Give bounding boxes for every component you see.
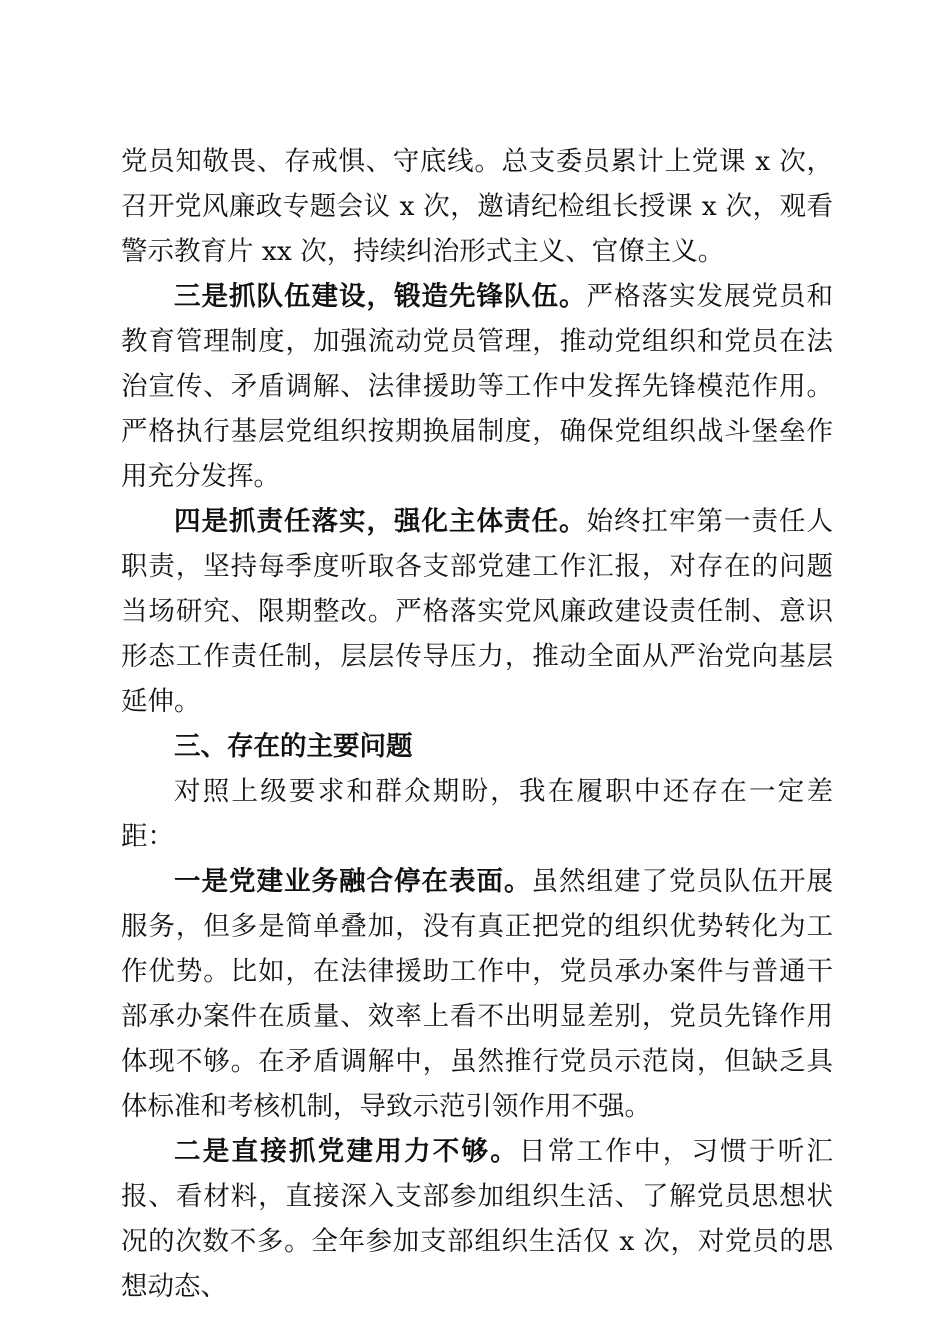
paragraph-text: 日常工作中，习惯于听汇报、看材料，直接深入支部参加组织生活、了解党员思想状况的次数不多。全年参加支部组织生活仅 x 次，对党员的思想动态、: [121, 1136, 833, 1302]
paragraph-text: 虽然组建了党员队伍开展服务，但多是简单叠加，没有真正把党的组织优势转化为工作优势。比如，在法律援助工作中，党员承办案件与普通干部承办案件在质量、效率上看不出明显差别，党员先锋作用体现不够。在矛盾调解中，虽然推行党员示范岗，但缺乏具体标准和考核机制，导致示范引领作用不强。: [121, 866, 833, 1122]
paragraph-text: 始终扛牢第一责任人职责，坚持每季度听取各支部党建工作汇报，对存在的问题当场研究、限期整改。严格落实党风廉政建设责任制、意识形态工作责任制，层层传导压力，推动全面从严治党向基层延伸。: [121, 506, 833, 717]
paragraph-lead: 一是党建业务融合停在表面。: [174, 866, 532, 897]
section-intro: 对照上级要求和群众期盼，我在履职中还存在一定差距：: [121, 776, 833, 852]
section-heading: 三、存在的主要问题: [174, 731, 413, 762]
paragraph-team-building: [121, 274, 833, 499]
document-body: [121, 139, 833, 1309]
problem-paragraph-direct-effort: [121, 1129, 833, 1309]
paragraph-lead: 二是直接抓党建用力不够。: [174, 1136, 519, 1167]
paragraph-lead: 四是抓责任落实，强化主体责任。: [174, 506, 587, 537]
problem-paragraph-integration: [121, 859, 833, 1129]
paragraph-text: 党员知敬畏、存戒惧、守底线。总支委员累计上党课 x 次，召开党风廉政专题会议 x 次，邀请纪检组长授课 x 次，观看警示教育片 xx 次，持续纠治形式主义、官僚主义。: [121, 146, 833, 267]
paragraph-lead: 三是抓队伍建设，锻造先锋队伍。: [174, 281, 587, 312]
paragraph-responsibility: [121, 499, 833, 724]
paragraph-text: 严格落实发展党员和教育管理制度，加强流动党员管理，推动党组织和党员在法治宣传、矛盾调解、法律援助等工作中发挥先锋模范作用。严格执行基层党组织按期换届制度，确保党组织战斗堡垒作用充分发挥。: [121, 281, 833, 492]
paragraph-continuation: [121, 139, 833, 274]
